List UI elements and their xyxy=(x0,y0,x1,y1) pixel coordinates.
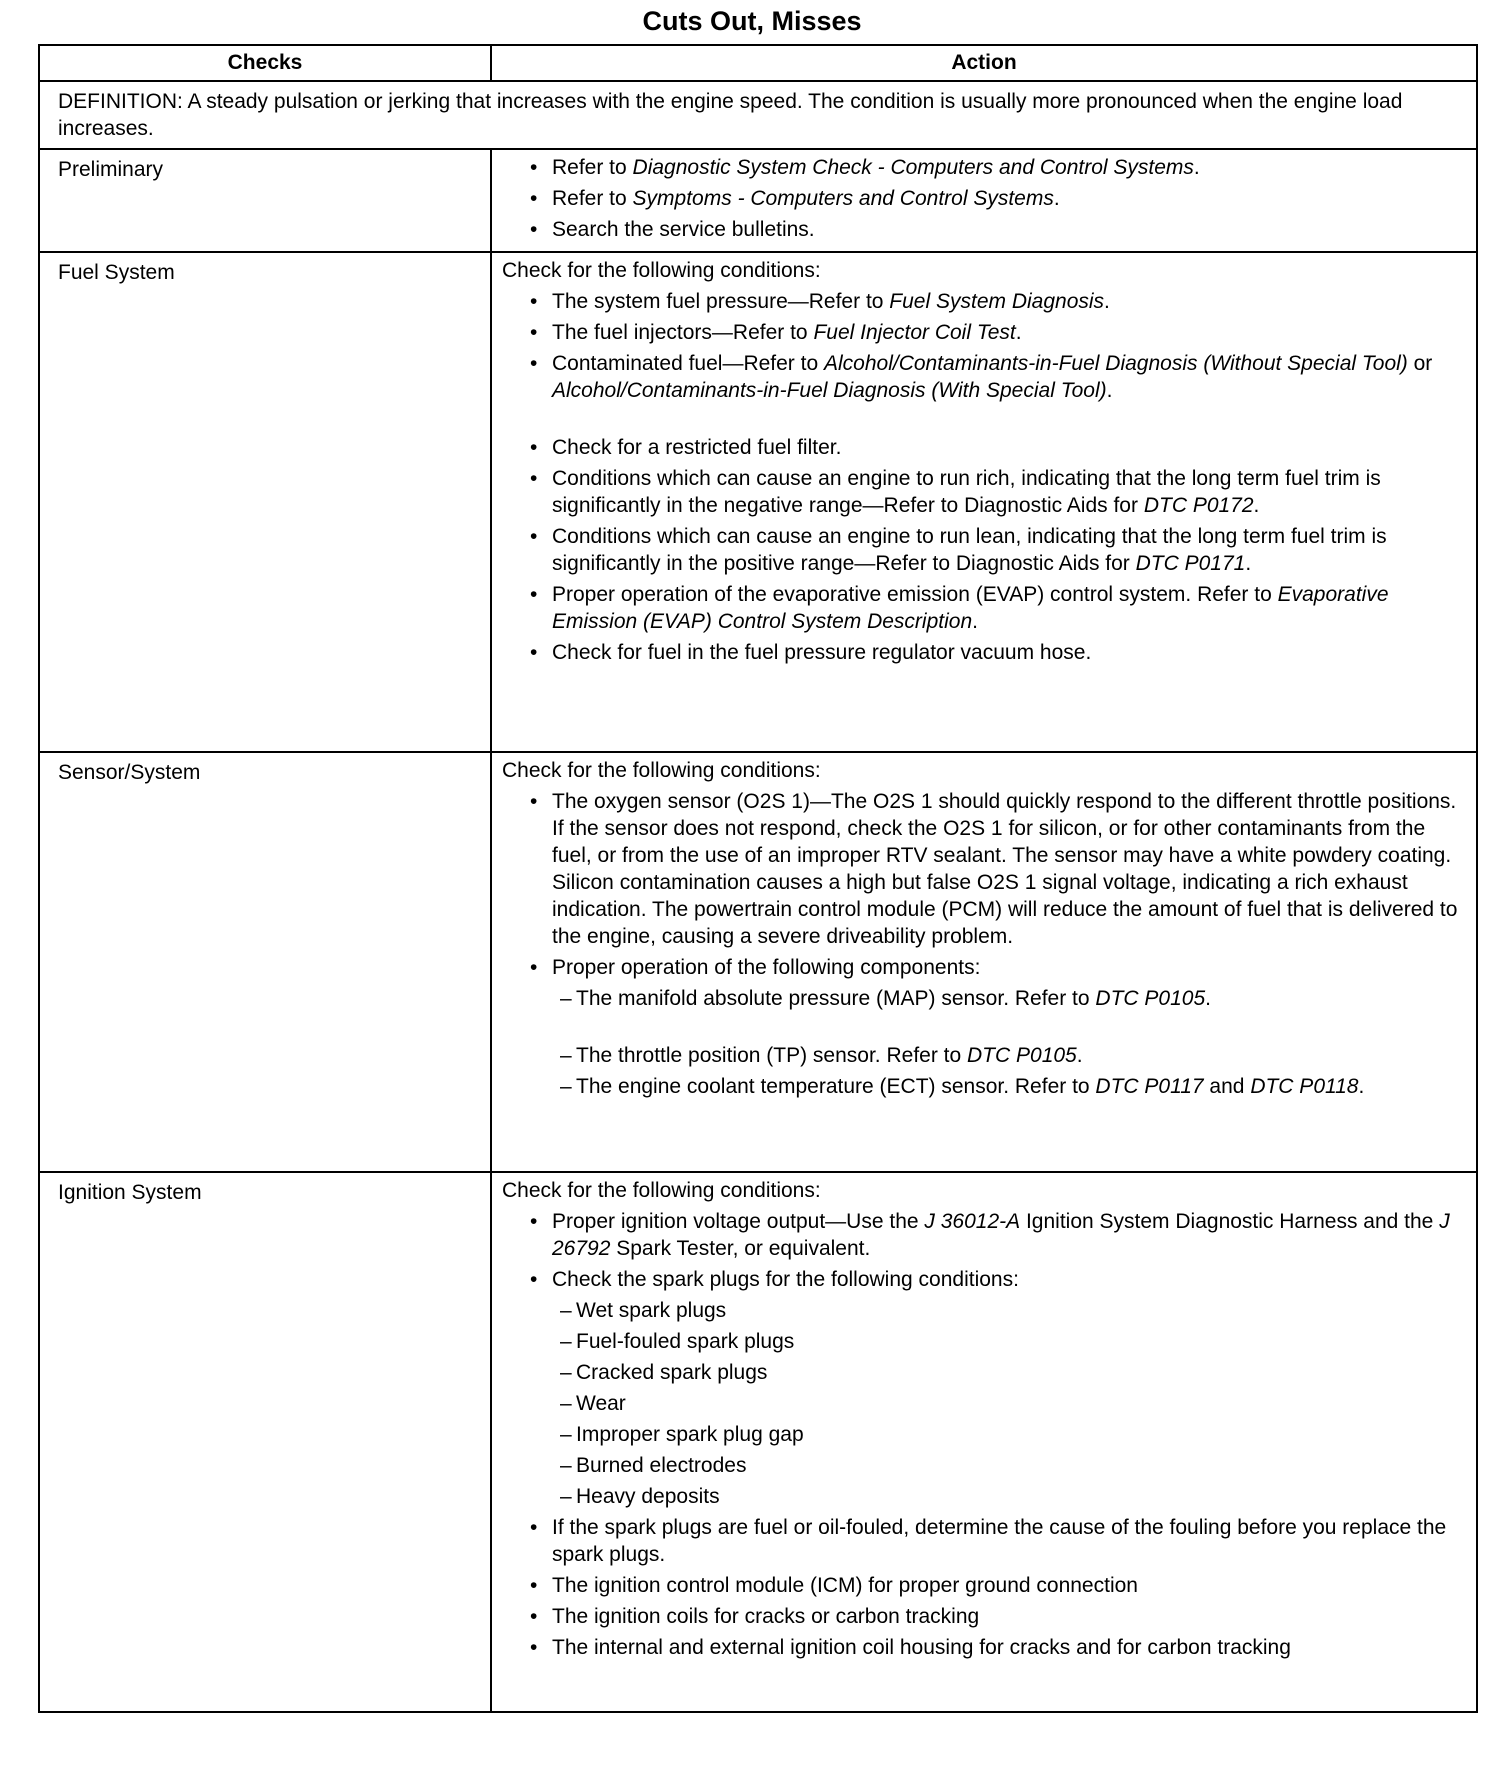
definition-row xyxy=(39,81,1477,149)
check-cell: Ignition System xyxy=(39,1172,491,1712)
bullet-icon: • xyxy=(530,641,538,664)
bullet-icon: • xyxy=(530,1636,538,1659)
text-span: . xyxy=(1253,494,1260,517)
check-cell: Fuel System xyxy=(39,252,491,752)
dash-icon: – xyxy=(560,1330,572,1353)
bullet-item xyxy=(502,1603,1468,1630)
reference-link: J 26792 xyxy=(552,1210,1450,1260)
bullet-icon: • xyxy=(530,1605,538,1628)
bullet-icon: • xyxy=(530,1574,538,1597)
text-span: . xyxy=(1193,156,1200,179)
text-span: The fuel injectors—Refer to xyxy=(552,321,814,344)
dash-icon: – xyxy=(560,987,572,1010)
dash-icon: – xyxy=(560,1423,572,1446)
text-span: The ignition coils for cracks or carbon tracking xyxy=(552,1605,980,1628)
text-span: and xyxy=(1203,1075,1251,1098)
text-span: Check for the following conditions: xyxy=(502,1179,821,1202)
text-span: Heavy deposits xyxy=(576,1485,720,1508)
reference-link: DTC P0105 xyxy=(967,1044,1077,1067)
bullet-icon: • xyxy=(530,956,538,979)
dash-icon: – xyxy=(560,1361,572,1384)
text-span: Wet spark plugs xyxy=(576,1299,727,1322)
text-span: Refer to xyxy=(552,156,633,179)
bullet-icon: • xyxy=(530,583,538,606)
action-header: Action xyxy=(491,45,1477,81)
bullet-icon: • xyxy=(530,187,538,210)
text-span: . xyxy=(1106,379,1113,402)
text-span: The throttle position (TP) sensor. Refer to xyxy=(576,1044,968,1067)
diagnostic-table xyxy=(38,44,1478,1713)
bullet-item xyxy=(502,581,1468,635)
bullet-item xyxy=(502,523,1468,577)
bullet-item xyxy=(502,1208,1468,1262)
text-span: Check for a restricted fuel filter. xyxy=(552,436,842,459)
sub-item xyxy=(502,1328,1468,1355)
bullet-item xyxy=(502,954,1468,981)
text-span: . xyxy=(1358,1075,1365,1098)
page-title: Cuts Out, Misses xyxy=(642,6,862,36)
bullet-icon: • xyxy=(530,156,538,179)
dash-icon: – xyxy=(560,1392,572,1415)
reference-link: Fuel System Diagnosis xyxy=(889,290,1105,313)
dash-icon: – xyxy=(560,1075,572,1098)
text-span: Check for the following conditions: xyxy=(502,259,821,282)
action-cell xyxy=(491,252,1477,752)
bullet-item xyxy=(502,1634,1468,1661)
text-span: Ignition System Diagnostic Harness and the xyxy=(1020,1210,1440,1233)
text-span: Proper operation of the evaporative emission (EVAP) control system. Refer to xyxy=(552,583,1278,606)
sub-item xyxy=(502,1042,1468,1069)
bullet-icon: • xyxy=(530,436,538,459)
table-row xyxy=(39,149,1477,252)
sub-item xyxy=(502,1390,1468,1417)
text-span: Conditions which can cause an engine to run lean, indicating that the long term fuel trim is significantly in the positive range—Refer to Diagnostic Aids for xyxy=(552,525,1387,575)
text-span: . xyxy=(1104,290,1110,313)
text-span: . xyxy=(1053,187,1060,210)
reference-link: DTC P0117 xyxy=(1095,1075,1204,1098)
bullet-icon: • xyxy=(530,218,538,241)
action-cell xyxy=(491,752,1477,1172)
reference-link: Symptoms - Computers and Control Systems xyxy=(632,187,1054,210)
text-span: Check the spark plugs for the following conditions: xyxy=(552,1268,1019,1291)
reference-link: Fuel Injector Coil Test xyxy=(813,321,1016,344)
sub-item xyxy=(502,1421,1468,1448)
action-cell xyxy=(491,149,1477,252)
text-span: Burned electrodes xyxy=(576,1454,747,1477)
sub-item xyxy=(502,1483,1468,1510)
text-span: . xyxy=(1076,1044,1083,1067)
reference-link: DTC P0105 xyxy=(1095,987,1206,1010)
table-row xyxy=(39,252,1477,752)
bullet-icon: • xyxy=(530,525,538,548)
bullet-item xyxy=(502,350,1468,404)
text-span: Proper ignition voltage output—Use the xyxy=(552,1210,925,1233)
reference-link: J 36012-A xyxy=(924,1210,1021,1233)
check-cell: Sensor/System xyxy=(39,752,491,1172)
check-cell: Preliminary xyxy=(39,149,491,252)
bullet-icon: • xyxy=(530,467,538,490)
bullet-icon: • xyxy=(530,290,538,313)
text-span: Improper spark plug gap xyxy=(576,1423,804,1446)
bullet-item xyxy=(502,319,1468,346)
bullet-item xyxy=(502,788,1468,950)
bullet-item xyxy=(502,465,1468,519)
sub-item xyxy=(502,1073,1468,1100)
text-span: Fuel-fouled spark plugs xyxy=(576,1330,795,1353)
bullet-icon: • xyxy=(530,321,538,344)
text-span: The manifold absolute pressure (MAP) sensor. Refer to xyxy=(576,987,1096,1010)
reference-link: DTC P0171 xyxy=(1135,552,1246,575)
dash-icon: – xyxy=(560,1044,572,1067)
text-span: Check for the following conditions: xyxy=(502,759,821,782)
action-intro xyxy=(502,257,1468,284)
checks-header: Checks xyxy=(39,45,491,81)
header-row xyxy=(39,45,1477,81)
text-span: The oxygen sensor (O2S 1)—The O2S 1 should quickly respond to the different throttle positions. If the sensor does not respond, check the O2S 1 for silicon, or for other contaminants from the fuel, or from the use of an improper RTV sealant. The sensor may have a white powdery coating. Silicon contamination causes a high but false O2S 1 signal voltage, indicating a rich exhaust indication. The powertrain control module (PCM) will reduce the amount of fuel that is delivered to the engine, causing a severe driveability problem. xyxy=(552,790,1458,948)
bullet-icon: • xyxy=(530,790,538,813)
sub-item xyxy=(502,1359,1468,1386)
bullet-icon: • xyxy=(530,1210,538,1233)
table-row xyxy=(39,1172,1477,1712)
text-span: The engine coolant temperature (ECT) sensor. Refer to xyxy=(576,1075,1096,1098)
text-span: Wear xyxy=(576,1392,626,1415)
text-span: Cracked spark plugs xyxy=(576,1361,768,1384)
text-span: Search the service bulletins. xyxy=(552,218,815,241)
text-span: . xyxy=(972,610,978,633)
text-span: Refer to xyxy=(552,187,633,210)
bullet-icon: • xyxy=(530,1268,538,1291)
sub-item xyxy=(502,1452,1468,1479)
dash-icon: – xyxy=(560,1299,572,1322)
text-span: The ignition control module (ICM) for proper ground connection xyxy=(552,1574,1138,1597)
reference-link: DTC P0172 xyxy=(1143,494,1254,517)
sub-item xyxy=(502,985,1468,1012)
text-span: Check for fuel in the fuel pressure regulator vacuum hose. xyxy=(552,641,1092,664)
bullet-item xyxy=(502,1572,1468,1599)
reference-link: Diagnostic System Check - Computers and Control Systems xyxy=(632,156,1194,179)
reference-link: Evaporative Emission (EVAP) Control System Description xyxy=(552,583,1389,633)
text-span: Contaminated fuel—Refer to xyxy=(552,352,824,375)
bullet-item xyxy=(502,288,1468,315)
reference-link: DTC P0118 xyxy=(1250,1075,1359,1098)
reference-link: Alcohol/Contaminants-in-Fuel Diagnosis (With Special Tool) xyxy=(552,379,1107,402)
bullet-item xyxy=(502,1514,1468,1568)
text-span: . xyxy=(1245,552,1252,575)
bullet-item xyxy=(502,434,1468,461)
action-cell xyxy=(491,1172,1477,1712)
bullet-item xyxy=(502,154,1468,181)
bullet-icon: • xyxy=(530,352,538,375)
text-span: Proper operation of the following components: xyxy=(552,956,981,979)
dash-icon: – xyxy=(560,1454,572,1477)
text-span: If the spark plugs are fuel or oil-fouled, determine the cause of the fouling before you replace the spark plugs. xyxy=(552,1516,1447,1566)
sub-item xyxy=(502,1297,1468,1324)
text-span: Conditions which can cause an engine to run rich, indicating that the long term fuel trim is significantly in the negative range—Refer to Diagnostic Aids for xyxy=(552,467,1381,517)
text-span: . xyxy=(1015,321,1022,344)
reference-link: Alcohol/Contaminants-in-Fuel Diagnosis (Without Special Tool) xyxy=(823,352,1408,375)
definition-text: DEFINITION: A steady pulsation or jerking that increases with the engine speed. The condition is usually more pronounced when the engine load increases. xyxy=(39,81,1477,149)
action-intro xyxy=(502,757,1468,784)
text-span: The system fuel pressure—Refer to xyxy=(552,290,890,313)
text-span: Spark Tester, or equivalent. xyxy=(610,1237,871,1260)
bullet-item xyxy=(502,185,1468,212)
text-span: The internal and external ignition coil housing for cracks and for carbon tracking xyxy=(552,1636,1291,1659)
text-span: or xyxy=(1407,352,1433,375)
table-row xyxy=(39,752,1477,1172)
dash-icon: – xyxy=(560,1485,572,1508)
action-intro xyxy=(502,1177,1468,1204)
bullet-item xyxy=(502,1266,1468,1293)
bullet-icon: • xyxy=(530,1516,538,1539)
bullet-item xyxy=(502,216,1468,243)
bullet-item xyxy=(502,639,1468,666)
text-span: . xyxy=(1205,987,1211,1010)
